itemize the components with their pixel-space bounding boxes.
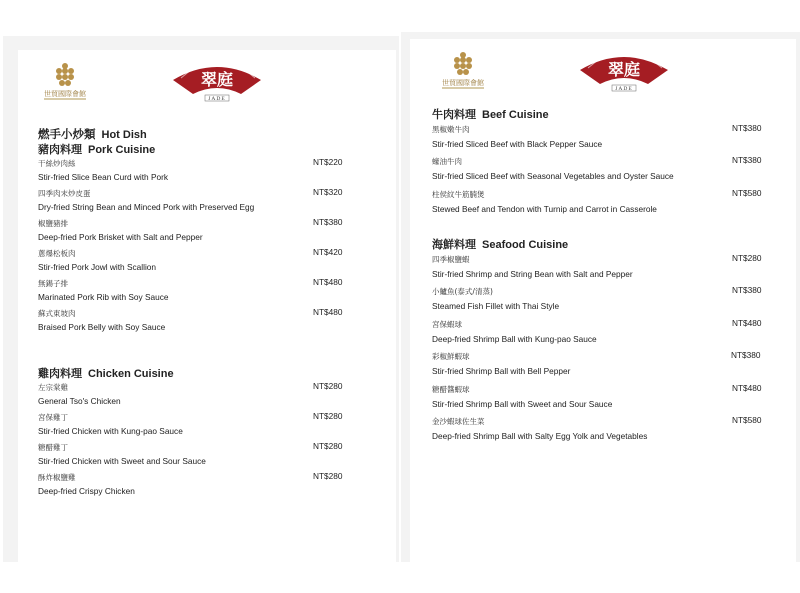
menu-item-en: Steamed Fish Fillet with Thai Style bbox=[432, 301, 560, 311]
menu-item-cn: 蠔油牛肉 bbox=[432, 157, 462, 166]
section-title-cn: 雞肉料理 bbox=[38, 367, 82, 380]
menu-item-en: General Tso's Chicken bbox=[38, 396, 121, 406]
menu-item-price: NT$320 bbox=[313, 187, 343, 197]
venue-name: 世貿國際會館 bbox=[442, 79, 484, 87]
main-heading-cn: 燃手小炒類 bbox=[38, 127, 96, 141]
menu-item-cn: 蘇式東坡肉 bbox=[38, 309, 76, 318]
menu-item-price: NT$380 bbox=[731, 350, 761, 360]
menu-item-cn: 干絲炒肉絲 bbox=[38, 159, 76, 168]
menu-item-cn: 宮保雞丁 bbox=[38, 413, 68, 422]
menu-item-price: NT$280 bbox=[313, 411, 343, 421]
section-title-cn: 海鮮料理 bbox=[432, 238, 476, 251]
menu-item-price: NT$480 bbox=[313, 277, 343, 287]
menu-item-cn: 黑椒嫩牛肉 bbox=[432, 125, 470, 134]
section-title-cn: 牛肉料理 bbox=[432, 108, 476, 121]
menu-item-en: Stewed Beef and Tendon with Turnip and Carrot in Casserole bbox=[432, 204, 657, 214]
section-title-chicken bbox=[38, 365, 174, 381]
fan-sub-text: JADE bbox=[208, 96, 226, 102]
menu-item-en: Dry-fried String Bean and Minced Pork with Preserved Egg bbox=[38, 202, 255, 212]
menu-item-en: Stir-fried Sliced Beef with Seasonal Vegetables and Oyster Sauce bbox=[432, 171, 674, 181]
jade-fan-logo-right bbox=[578, 50, 670, 92]
menu-item-cn: 糖醋雞丁 bbox=[38, 443, 68, 452]
menu-item-cn: 小鱸魚(泰式/清蒸) bbox=[432, 287, 493, 296]
venue-logo-rule bbox=[442, 87, 484, 89]
menu-item-price: NT$580 bbox=[732, 188, 762, 198]
menu-item-en: Braised Pork Belly with Soy Sauce bbox=[38, 322, 166, 332]
menu-item-price: NT$220 bbox=[313, 157, 343, 167]
section-title-beef bbox=[432, 106, 549, 122]
section-title-en: Beef Cuisine bbox=[482, 109, 549, 121]
menu-item-en: Stir-fried Chicken with Kung-pao Sauce bbox=[38, 426, 183, 436]
jade-fan-logo-left bbox=[171, 60, 263, 102]
main-heading bbox=[38, 126, 147, 142]
main-heading-en: Hot Dish bbox=[101, 129, 147, 141]
menu-item-price: NT$280 bbox=[313, 381, 343, 391]
section-title-pork bbox=[38, 141, 155, 157]
menu-item-price: NT$420 bbox=[313, 247, 343, 257]
section-title-cn: 豬肉料理 bbox=[38, 143, 82, 156]
venue-logo-rule bbox=[44, 98, 86, 100]
menu-item-price: NT$480 bbox=[313, 307, 343, 317]
section-title-en: Seafood Cuisine bbox=[482, 239, 569, 251]
menu-item-en: Stir-fried Shrimp Ball with Sweet and Sour Sauce bbox=[432, 399, 613, 409]
section-title-en: Chicken Cuisine bbox=[88, 368, 174, 380]
menu-item-en: Stir-fried Chicken with Sweet and Sour Sauce bbox=[38, 456, 206, 466]
menu-item-cn: 四季肉末炒皮蛋 bbox=[38, 189, 91, 198]
menu-item-price: NT$280 bbox=[313, 441, 343, 451]
fan-mark-text: 翠庭 bbox=[200, 70, 234, 89]
menu-item-en: Deep-fried Crispy Chicken bbox=[38, 486, 135, 496]
menu-item-cn: 酥炸椒鹽雞 bbox=[38, 473, 76, 482]
menu-item-price: NT$380 bbox=[732, 123, 762, 133]
menu-item-en: Deep-fried Pork Brisket with Salt and Pepper bbox=[38, 232, 203, 242]
menu-item-cn: 柱侯紋牛筋腩煲 bbox=[432, 190, 485, 199]
menu-item-price: NT$580 bbox=[732, 415, 762, 425]
menu-item-en: Deep-fried Shrimp Ball with Kung-pao Sauce bbox=[432, 334, 597, 344]
venue-name: 世貿國際會館 bbox=[44, 90, 86, 98]
menu-item-cn: 彩椒鮮蝦球 bbox=[432, 352, 470, 361]
menu-item-cn: 椒鹽豬排 bbox=[38, 219, 68, 228]
menu-item-en: Stir-fried Pork Jowl with Scallion bbox=[38, 262, 157, 272]
venue-emblem-icon bbox=[451, 51, 475, 77]
menu-item-cn: 四季椒鹽蝦 bbox=[432, 255, 470, 264]
menu-item-cn: 無錫子排 bbox=[38, 279, 68, 288]
menu-item-en: Stir-fried Slice Bean Curd with Pork bbox=[38, 172, 169, 182]
section-title-seafood bbox=[432, 236, 568, 252]
menu-item-price: NT$280 bbox=[313, 471, 343, 481]
section-title-en: Pork Cuisine bbox=[88, 144, 156, 156]
menu-item-cn: 宮保蝦球 bbox=[432, 320, 462, 329]
menu-item-cn: 金沙蝦球佐生菜 bbox=[432, 417, 485, 426]
menu-item-en: Marinated Pork Rib with Soy Sauce bbox=[38, 292, 169, 302]
venue-emblem-icon bbox=[53, 62, 77, 88]
menu-item-en: Stir-fried Shrimp Ball with Bell Pepper bbox=[432, 366, 571, 376]
menu-item-en: Stir-fried Shrimp and String Bean with Salt and Pepper bbox=[432, 269, 633, 279]
menu-item-price: NT$380 bbox=[313, 217, 343, 227]
menu-item-cn: 左宗棠雞 bbox=[38, 383, 68, 392]
menu-item-cn: 蔥爆松板肉 bbox=[38, 249, 76, 258]
menu-item-price: NT$280 bbox=[732, 253, 762, 263]
menu-item-price: NT$480 bbox=[732, 318, 762, 328]
menu-item-cn: 糖醋醬蝦球 bbox=[432, 385, 470, 394]
menu-item-price: NT$380 bbox=[732, 285, 762, 295]
menu-item-en: Deep-fried Shrimp Ball with Salty Egg Yolk and Vegetables bbox=[432, 431, 648, 441]
menu-item-price: NT$480 bbox=[732, 383, 762, 393]
menu-item-price: NT$380 bbox=[732, 155, 762, 165]
menu-item-en: Stir-fried Sliced Beef with Black Pepper Sauce bbox=[432, 139, 603, 149]
fan-sub-text: JADE bbox=[615, 86, 633, 92]
fan-mark-text: 翠庭 bbox=[607, 60, 641, 79]
